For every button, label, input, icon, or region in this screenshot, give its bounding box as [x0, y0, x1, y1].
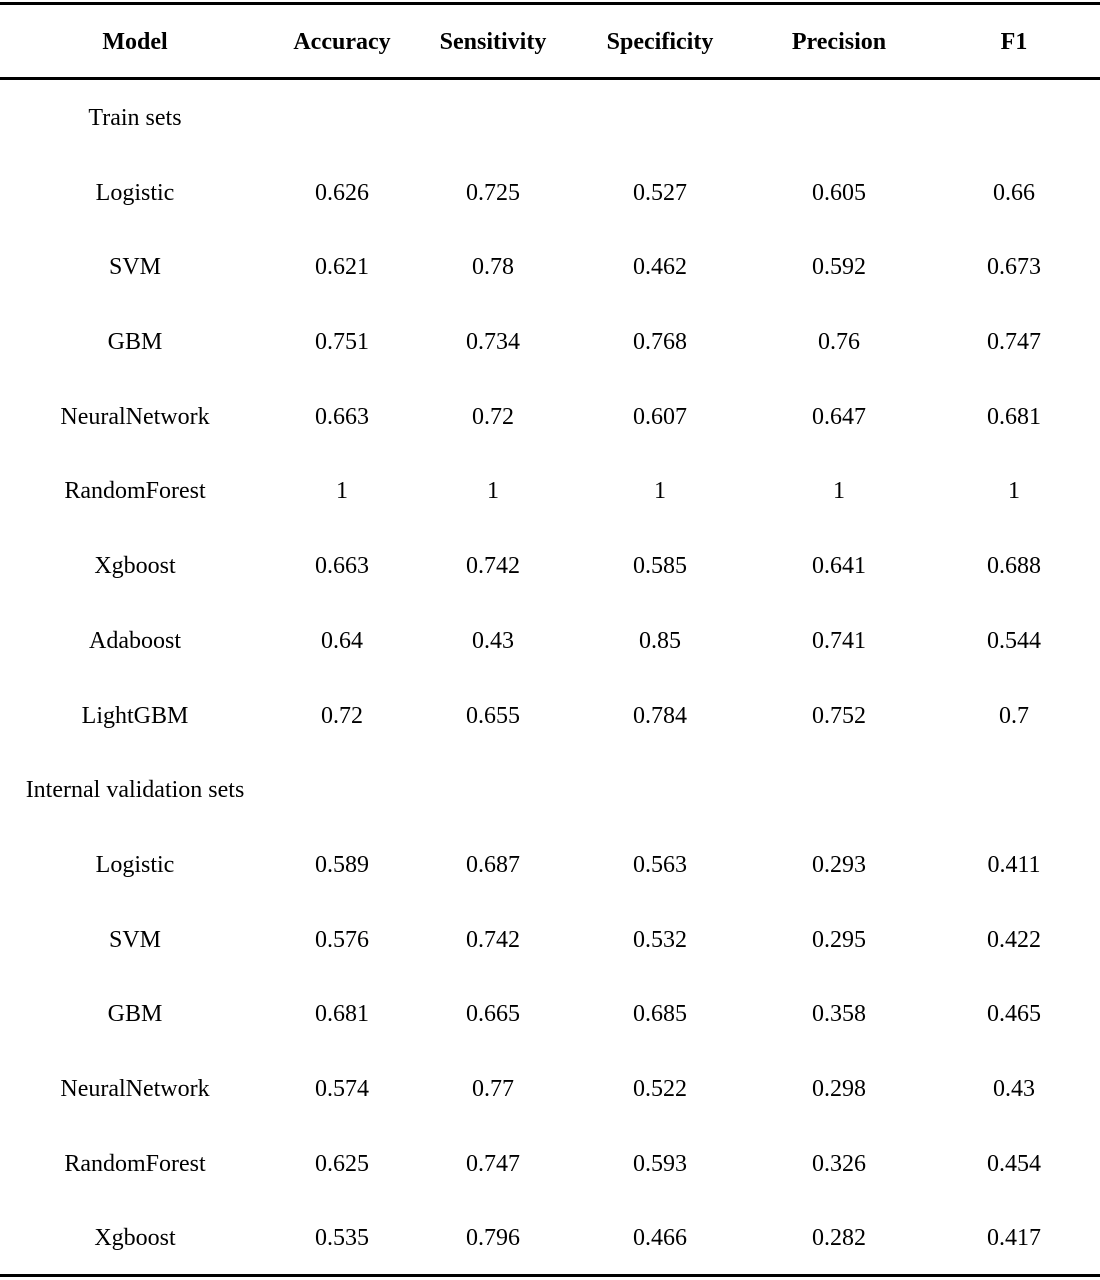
- cell-accuracy: 0.64: [321, 627, 363, 654]
- table-row: [0, 230, 1100, 305]
- cell-model: Xgboost: [94, 553, 176, 580]
- cell-f1: 0.747: [987, 329, 1041, 356]
- cell-f1: 0.688: [987, 553, 1041, 580]
- cell-f1: 0.422: [987, 926, 1041, 953]
- cell-sensitivity: 0.665: [466, 1001, 520, 1028]
- header-precision: Precision: [791, 29, 887, 55]
- cell-precision: 0.752: [812, 702, 866, 729]
- cell-specificity: 0.563: [633, 851, 687, 878]
- cell-f1: 0.681: [987, 403, 1041, 430]
- cell-model: NeuralNetwork: [60, 1075, 210, 1102]
- table-row: [0, 903, 1100, 978]
- cell-accuracy: 0.576: [315, 926, 369, 953]
- table-row: [0, 380, 1100, 455]
- cell-model: RandomForest: [64, 1150, 206, 1177]
- section-label: Train sets: [88, 105, 182, 131]
- cell-accuracy: 0.535: [315, 1225, 369, 1252]
- cell-specificity: 0.593: [633, 1150, 687, 1177]
- section-label: Internal validation sets: [25, 777, 245, 804]
- cell-specificity: 0.522: [633, 1075, 687, 1102]
- cell-model: GBM: [107, 1001, 163, 1028]
- cell-precision: 0.592: [812, 254, 866, 281]
- cell-accuracy: 0.625: [315, 1150, 369, 1177]
- cell-accuracy: 0.574: [315, 1075, 369, 1102]
- cell-sensitivity: 0.747: [466, 1150, 520, 1177]
- cell-precision: 0.293: [812, 851, 866, 878]
- cell-precision: 0.295: [812, 926, 866, 953]
- cell-sensitivity: 0.725: [466, 179, 520, 206]
- cell-accuracy: 0.681: [315, 1001, 369, 1028]
- cell-model: RandomForest: [64, 478, 206, 505]
- cell-accuracy: 1: [336, 478, 348, 505]
- cell-precision: 0.641: [812, 553, 866, 580]
- cell-specificity: 0.768: [633, 329, 687, 356]
- cell-model: Logistic: [95, 179, 175, 206]
- header-sensitivity: Sensitivity: [439, 29, 547, 55]
- cell-precision: 0.76: [818, 329, 860, 356]
- section-row: [0, 753, 1100, 828]
- cell-model: NeuralNetwork: [60, 403, 210, 430]
- cell-f1: 0.544: [987, 627, 1041, 654]
- table-header-row: [0, 5, 1100, 77]
- cell-sensitivity: 0.796: [466, 1225, 520, 1252]
- cell-specificity: 0.527: [633, 179, 687, 206]
- cell-sensitivity: 0.77: [472, 1075, 514, 1102]
- header-model: Model: [102, 29, 168, 55]
- table-header-rule: [0, 77, 1100, 80]
- header-f1: F1: [1000, 29, 1028, 55]
- cell-sensitivity: 0.687: [466, 851, 520, 878]
- table-row: [0, 529, 1100, 604]
- table-row: [0, 454, 1100, 529]
- table-body: [0, 81, 1100, 1276]
- cell-sensitivity: 1: [487, 478, 499, 505]
- cell-accuracy: 0.72: [321, 702, 363, 729]
- cell-precision: 0.282: [812, 1225, 866, 1252]
- table-row: [0, 828, 1100, 903]
- cell-sensitivity: 0.734: [466, 329, 520, 356]
- cell-specificity: 0.784: [633, 702, 687, 729]
- cell-f1: 0.43: [993, 1075, 1035, 1102]
- cell-model: Logistic: [95, 851, 175, 878]
- cell-sensitivity: 0.742: [466, 553, 520, 580]
- table-row: [0, 156, 1100, 231]
- cell-accuracy: 0.589: [315, 851, 369, 878]
- cell-precision: 0.326: [812, 1150, 866, 1177]
- cell-f1: 0.7: [999, 702, 1029, 729]
- cell-precision: 0.605: [812, 179, 866, 206]
- table-row: [0, 305, 1100, 380]
- cell-f1: 0.66: [993, 179, 1035, 206]
- cell-f1: 0.454: [987, 1150, 1041, 1177]
- cell-sensitivity: 0.655: [466, 702, 520, 729]
- cell-f1: 0.411: [987, 851, 1041, 878]
- cell-precision: 0.741: [812, 627, 866, 654]
- cell-sensitivity: 0.43: [472, 627, 514, 654]
- cell-accuracy: 0.663: [315, 403, 369, 430]
- cell-model: Xgboost: [94, 1225, 176, 1252]
- cell-specificity: 0.462: [633, 254, 687, 281]
- cell-sensitivity: 0.742: [466, 926, 520, 953]
- cell-model: Adaboost: [89, 627, 181, 654]
- cell-f1: 1: [1008, 478, 1020, 505]
- header-accuracy: Accuracy: [293, 29, 391, 55]
- cell-specificity: 0.532: [633, 926, 687, 953]
- cell-specificity: 0.685: [633, 1001, 687, 1028]
- cell-precision: 1: [833, 478, 845, 505]
- cell-model: SVM: [108, 254, 162, 281]
- cell-accuracy: 0.663: [315, 553, 369, 580]
- cell-specificity: 0.607: [633, 403, 687, 430]
- cell-precision: 0.358: [812, 1001, 866, 1028]
- table-row: [0, 1127, 1100, 1202]
- cell-precision: 0.647: [812, 403, 866, 430]
- cell-specificity: 1: [654, 478, 666, 505]
- cell-specificity: 0.85: [639, 627, 681, 654]
- cell-sensitivity: 0.78: [472, 254, 514, 281]
- cell-specificity: 0.585: [633, 553, 687, 580]
- cell-specificity: 0.466: [633, 1225, 687, 1252]
- cell-sensitivity: 0.72: [472, 403, 514, 430]
- cell-model: LightGBM: [81, 702, 189, 729]
- section-row: [0, 81, 1100, 156]
- table-row: [0, 1052, 1100, 1127]
- table-row: [0, 604, 1100, 679]
- table-bottom-rule: [0, 1274, 1100, 1277]
- cell-f1: 0.417: [987, 1225, 1041, 1252]
- table-row: [0, 977, 1100, 1052]
- table-row: [0, 1201, 1100, 1276]
- cell-accuracy: 0.626: [315, 179, 369, 206]
- table-row: [0, 679, 1100, 754]
- header-specificity: Specificity: [606, 29, 714, 55]
- cell-precision: 0.298: [812, 1075, 866, 1102]
- cell-model: GBM: [107, 329, 163, 356]
- cell-model: SVM: [108, 926, 162, 953]
- cell-accuracy: 0.751: [315, 329, 369, 356]
- cell-accuracy: 0.621: [315, 254, 369, 281]
- cell-f1: 0.465: [987, 1001, 1041, 1028]
- cell-f1: 0.673: [987, 254, 1041, 281]
